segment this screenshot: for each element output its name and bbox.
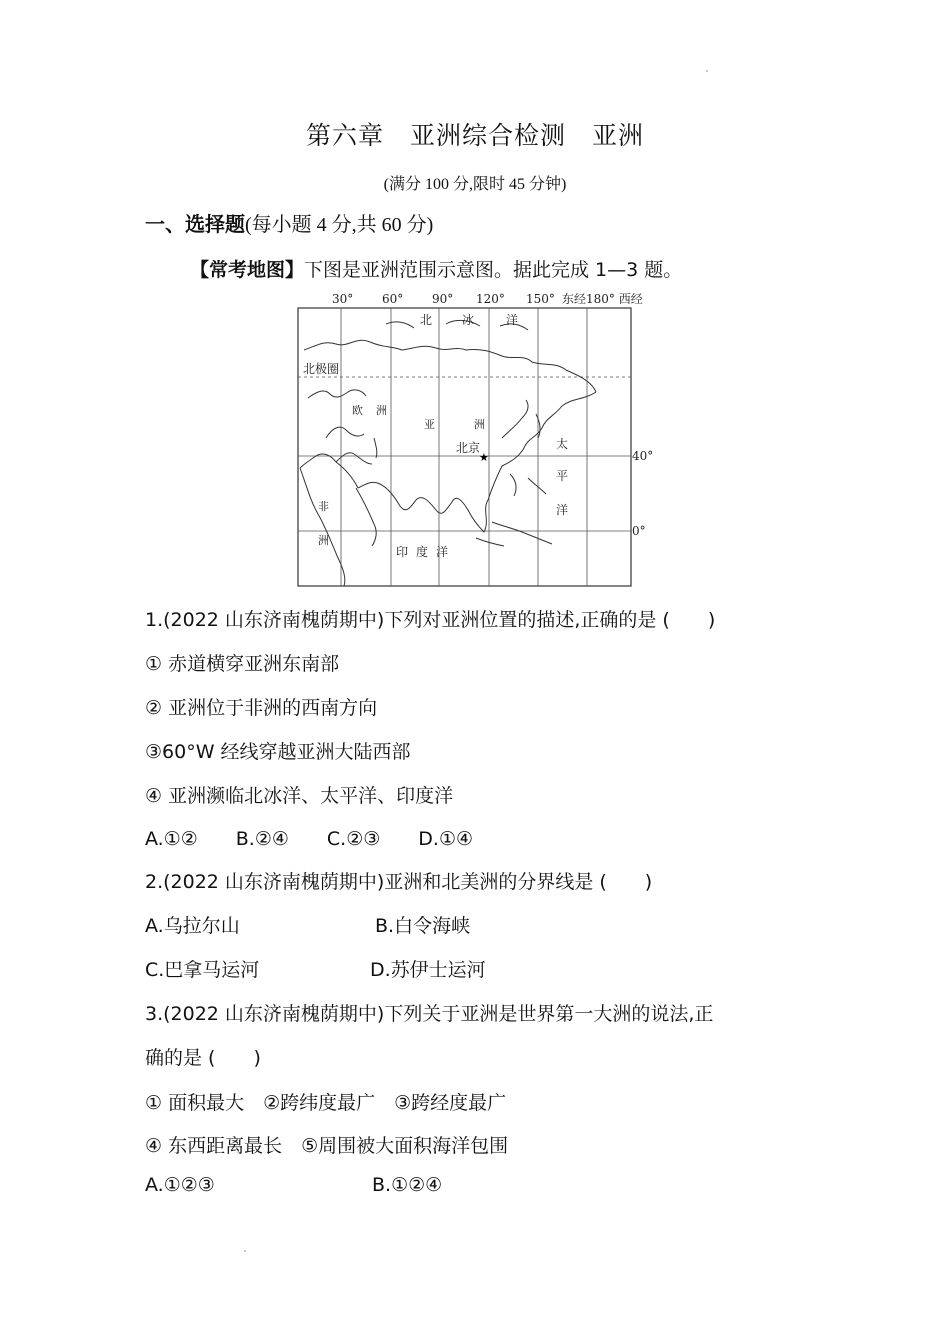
intro-tag: 【常考地图】 [190, 259, 305, 281]
indian-ocean-char-2: 度 [416, 545, 429, 559]
pacific-char-3: 洋 [556, 503, 569, 517]
question-3-option-a: A.①②③ [145, 1174, 215, 1196]
europe-char-1: 欧 [352, 404, 363, 417]
star-icon: ★ [479, 451, 489, 464]
question-3-option-b: B.①②④ [372, 1174, 443, 1196]
question-1-item-3: ③60°W 经线穿越亚洲大陆西部 [145, 741, 411, 763]
map-intro [190, 255, 682, 282]
arctic-circle-label: 北极圈 [303, 362, 340, 376]
asia-char-2: 洲 [474, 418, 485, 431]
question-1-item-2: ② 亚洲位于非洲的西南方向 [145, 697, 378, 719]
indian-ocean-char-1: 印 [396, 545, 409, 559]
question-2-option-c: C.巴拿马运河 [145, 959, 260, 981]
scan-speck [706, 70, 708, 72]
question-2-option-d: D.苏伊士运河 [370, 959, 486, 981]
lon-label-30: 30° [332, 292, 354, 306]
lat-label-0: 0° [632, 524, 646, 538]
intro-text: 下图是亚洲范围示意图。据此完成 1—3 题。 [304, 259, 683, 281]
question-1-stem: 1.(2022 山东济南槐荫期中)下列对亚洲位置的描述,正确的是 ( ) [145, 609, 716, 631]
arctic-ocean-char-3: 洋 [506, 313, 519, 327]
page-title: 第六章 亚洲综合检测 亚洲 [305, 121, 644, 150]
question-2-option-b: B.白令海峡 [375, 915, 471, 937]
section-number: 一、选择题 [145, 212, 245, 236]
arctic-ocean-char-1: 北 [420, 313, 433, 327]
lon-label-90: 90° [432, 292, 454, 306]
asia-map [296, 288, 656, 592]
beijing-label: 北京 [456, 441, 481, 455]
scan-speck [244, 1250, 246, 1252]
indian-ocean-char-3: 洋 [436, 545, 449, 559]
lat-label-40: 40° [632, 449, 654, 463]
exam-info: (满分 100 分,限时 45 分钟) [383, 176, 567, 193]
lon-label-150: 150° [526, 292, 555, 306]
arctic-ocean-char-2: 冰 [462, 313, 475, 327]
question-2-stem: 2.(2022 山东济南槐荫期中)亚洲和北美洲的分界线是 ( ) [145, 871, 653, 893]
lon-label-60: 60° [382, 292, 404, 306]
pacific-char-1: 太 [556, 437, 569, 451]
pacific-char-2: 平 [556, 469, 569, 483]
section-heading [145, 208, 433, 237]
asia-char-1: 亚 [424, 418, 435, 431]
question-3-items-2: ④ 东西距离最长 ⑤周围被大面积海洋包围 [145, 1135, 509, 1157]
question-1-item-1: ① 赤道横穿亚洲东南部 [145, 653, 340, 675]
section-note: (每小题 4 分,共 60 分) [245, 214, 434, 236]
question-1-options: A.①② B.②④ C.②③ D.①④ [145, 828, 474, 850]
question-3-items-1: ① 面积最大 ②跨纬度最广 ③跨经度最广 [145, 1092, 507, 1114]
europe-char-2: 洲 [376, 404, 387, 417]
question-1-item-4: ④ 亚洲濒临北冰洋、太平洋、印度洋 [145, 785, 454, 807]
question-2-option-a: A.乌拉尔山 [145, 915, 240, 937]
lon-label-120: 120° [476, 292, 505, 306]
lon-label-180: 东经180° 西经 [562, 292, 643, 306]
question-3-stem-cont: 确的是 ( ) [145, 1047, 261, 1069]
africa-char-1: 非 [318, 500, 329, 513]
africa-char-2: 洲 [318, 534, 329, 547]
question-3-stem: 3.(2022 山东济南槐荫期中)下列关于亚洲是世界第一大洲的说法,正 [145, 1003, 714, 1025]
